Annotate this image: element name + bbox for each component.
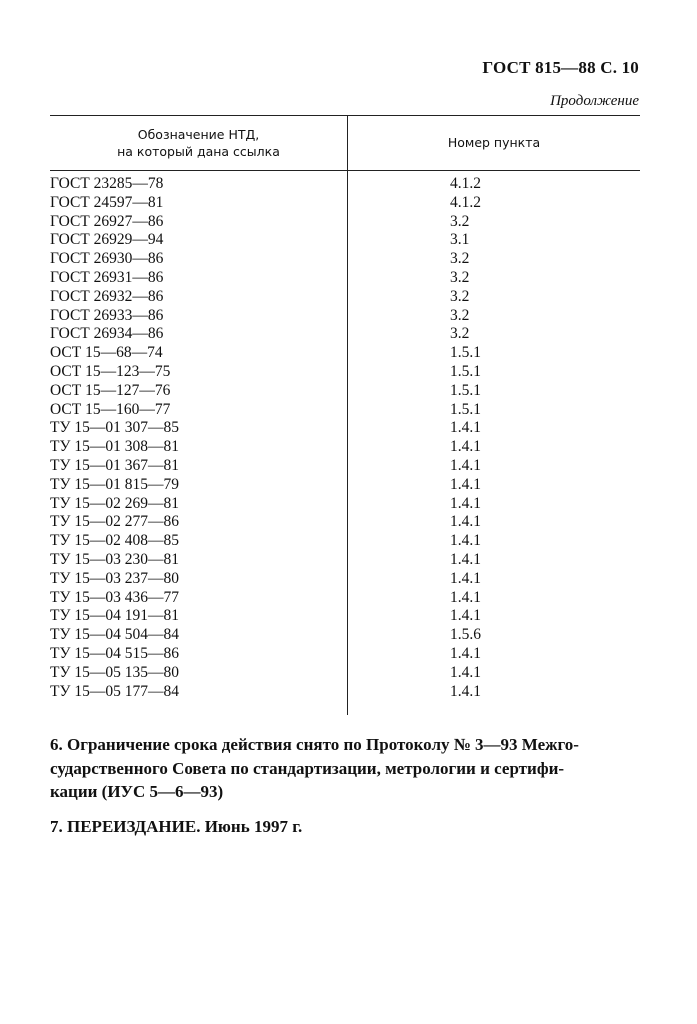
table-row [50, 626, 640, 645]
document-designation: ГОСТ 26929—94 [50, 231, 164, 249]
table-row [50, 607, 640, 626]
table-row [50, 250, 640, 269]
continuation-label: Продолжение [550, 93, 639, 109]
clause-number: 3.2 [450, 306, 470, 324]
column-header-point: Номер пункта [447, 135, 541, 150]
document-designation: ТУ 15—04 191—81 [50, 607, 179, 625]
document-designation: ТУ 15—04 504—84 [50, 626, 179, 644]
document-designation: ТУ 15—01 815—79 [50, 475, 179, 493]
document-designation: ОСТ 15—160—77 [50, 400, 171, 418]
clause-number: 1.4.1 [450, 513, 481, 531]
clause-number: 1.4.1 [450, 475, 481, 493]
table-row [50, 175, 640, 194]
document-designation: ТУ 15—05 135—80 [50, 663, 179, 681]
column-header-document-line-1: Обозначение НТД, [137, 126, 260, 142]
clause-number: 1.4.1 [450, 663, 481, 681]
document-designation: ОСТ 15—127—76 [50, 381, 171, 399]
clause-number: 3.2 [450, 250, 470, 268]
column-header-document [50, 115, 347, 170]
clause-number: 3.1 [450, 231, 470, 249]
table-header-rule [50, 170, 640, 171]
table-row [50, 363, 640, 382]
clause-number: 1.4.1 [450, 419, 481, 437]
column-header-document-line-2: на который дана ссылка [117, 143, 280, 159]
document-designation: ТУ 15—02 408—85 [50, 532, 179, 550]
references-table [50, 115, 640, 715]
table-row [50, 288, 640, 307]
document-designation: ТУ 15—04 515—86 [50, 644, 179, 662]
document-designation: ТУ 15—03 237—80 [50, 569, 179, 587]
clause-number: 1.4.1 [450, 550, 481, 568]
note-item-6-line-2: сударственного Совета по стандартизации, метрологии и сертифи- [50, 758, 565, 778]
clause-number: 1.4.1 [450, 644, 481, 662]
table-row [50, 419, 640, 438]
table-row [50, 401, 640, 420]
clause-number: 1.4.1 [450, 456, 481, 474]
clause-number: 1.5.1 [450, 362, 481, 380]
table-row [50, 438, 640, 457]
clause-number: 1.5.6 [450, 626, 481, 644]
table-row [50, 344, 640, 363]
note-item-7: 7. ПЕРЕИЗДАНИЕ. Июнь 1997 г. [50, 817, 303, 836]
clause-number: 4.1.2 [450, 193, 481, 211]
document-designation: ГОСТ 26931—86 [50, 268, 164, 286]
document-designation: ТУ 15—01 308—81 [50, 438, 179, 456]
table-row [50, 570, 640, 589]
table-row [50, 269, 640, 288]
document-designation: ГОСТ 23285—78 [50, 175, 164, 192]
document-designation: ТУ 15—05 177—84 [50, 682, 179, 700]
table-row [50, 476, 640, 495]
document-designation: ГОСТ 26933—86 [50, 306, 164, 324]
clause-number: 3.2 [450, 287, 470, 305]
clause-number: 1.5.1 [450, 344, 481, 362]
table-row [50, 664, 640, 683]
table-row [50, 213, 640, 232]
table-row [50, 551, 640, 570]
table-row [50, 683, 640, 702]
document-designation: ТУ 15—01 367—81 [50, 456, 179, 474]
table-row [50, 382, 640, 401]
document-designation: ГОСТ 26927—86 [50, 212, 164, 230]
clause-number: 1.5.1 [450, 381, 481, 399]
document-designation: ТУ 15—03 230—81 [50, 550, 179, 568]
clause-number: 3.2 [450, 268, 470, 286]
clause-number: 1.4.1 [450, 532, 481, 550]
table-row [50, 194, 640, 213]
note-item-6-line-3: кации (ИУС 5—6—93) [50, 782, 224, 801]
clause-number: 3.2 [450, 212, 470, 230]
document-designation: ГОСТ 26932—86 [50, 287, 164, 305]
page-header: ГОСТ 815—88 С. 10 [482, 58, 639, 77]
clause-number: 3.2 [450, 325, 470, 343]
document-designation: ТУ 15—02 277—86 [50, 513, 179, 531]
table-body [50, 175, 640, 701]
table-row [50, 589, 640, 608]
document-designation: ТУ 15—01 307—85 [50, 419, 179, 437]
table-row [50, 231, 640, 250]
document-designation: ГОСТ 24597—81 [50, 193, 164, 211]
clause-number: 1.4.1 [450, 682, 481, 700]
table-row [50, 457, 640, 476]
table-row [50, 325, 640, 344]
document-designation: ОСТ 15—68—74 [50, 344, 163, 362]
clause-number: 4.1.2 [450, 175, 481, 192]
document-designation: ТУ 15—03 436—77 [50, 588, 179, 606]
document-designation: ГОСТ 26930—86 [50, 250, 164, 268]
note-item-6-line-1: 6. Ограничение срока действия снято по Протоколу № 3—93 Межго- [50, 735, 579, 754]
table-row [50, 645, 640, 664]
clause-number: 1.4.1 [450, 438, 481, 456]
clause-number: 1.4.1 [450, 607, 481, 625]
note-item-6 [50, 733, 640, 804]
clause-number: 1.4.1 [450, 588, 481, 606]
clause-number: 1.5.1 [450, 400, 481, 418]
clause-number: 1.4.1 [450, 569, 481, 587]
document-designation: ГОСТ 26934—86 [50, 325, 164, 343]
table-row [50, 495, 640, 514]
clause-number: 1.4.1 [450, 494, 481, 512]
table-row [50, 307, 640, 326]
document-designation: ОСТ 15—123—75 [50, 362, 171, 380]
table-row [50, 532, 640, 551]
table-row [50, 513, 640, 532]
document-designation: ТУ 15—02 269—81 [50, 494, 179, 512]
